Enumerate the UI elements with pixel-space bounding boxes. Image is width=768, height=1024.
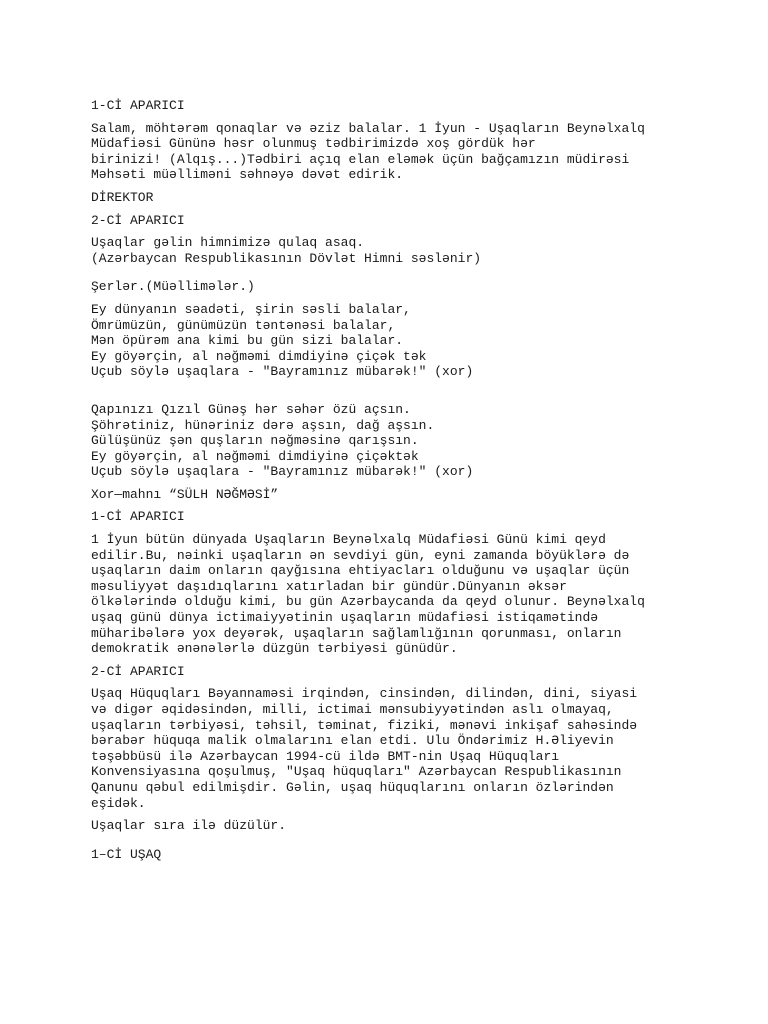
speaker-heading: 2-Cİ APARICI xyxy=(91,212,185,228)
speaker-heading: 1–Cİ UŞAQ xyxy=(91,846,162,862)
speaker-heading: 1-Cİ APARICI xyxy=(91,98,185,113)
document-body xyxy=(91,98,711,869)
section-note: Şerlər.(Müəllimələr.) xyxy=(91,279,255,295)
section-note: Xor—mahnı “SÜLH NƏĞMƏSİ” xyxy=(91,486,279,502)
paragraph: 1 İyun bütün dünyada Uşaqların Beynəlxalq Müdafiəsi Günü kimi qeyd edilir.Bu, nəinki uşaqların ən sevdiyi gün, eyni zamanda böyüklərə də uşaqların daim onların qayğısına ehtiyacları olduğunu və uşaqlar üçün məsuliyyət daşıdıqlarını xatırladan bir gündür.Dünyanın əksər ölkələrində olduğu kimi, bu gün Azərbaycanda da qeyd olunur. Beynəlxalq uşaq günü dünya ictimaiyyətinin uşaqların müdafiəsi istiqamətində müharibələrə yox deyərək, uşaqların sağlamlığının qorunması, onların demokratik ənənələrlə düzgün tərbiyəsi günüdür. xyxy=(91,532,645,657)
speaker-heading: 2-Cİ APARICI xyxy=(91,663,185,679)
poem-stanza: Ey dünyanın səadəti, şirin səsli balalar, Ömrümüzün, günümüzün təntənəsi balalar, Mən öpürəm ana kimi bu gün sizi balalar. Ey göyərçin, al nəğməmi dimdiyinə çiçək tək Uçub söylə uşaqlara - "Bayramınız mübarək!" (xor) xyxy=(91,301,474,380)
paragraph: Uşaq Hüquqları Bəyannaməsi irqindən, cinsindən, dilindən, dini, siyasi və digər əqidəsindən, milli, ictimai mənsubiyyətindən aslı olmayaq, uşaqların tərbiyəsi, təhsil, təminat, fiziki, mənəvi inkişaf sahəsində bərabər hüquqa malik olmalarını elan etdi. Ulu Öndərimiz H.Əliyevin təşəbbüsü ilə Azərbaycan 1994-cü ildə BMT-nin Uşaq Hüquqları Konvensiyasına qoşulmuş, "Uşaq hüquqları" Azərbaycan Respublikasının Qanunu qəbul edilmişdir. Gəlin, uşaq hüquqlarını onların özlərindən eşidək. xyxy=(91,686,638,811)
speaker-heading: 1-Cİ APARICI xyxy=(91,509,185,525)
paragraph: Uşaqlar gəlin himnimizə qulaq asaq. (Azərbaycan Respublikasının Dövlət Himni səslənir) xyxy=(91,235,482,266)
speaker-heading: DİREKTOR xyxy=(91,189,154,205)
paragraph: Salam, möhtərəm qonaqlar və əziz balalar. 1 İyun - Uşaqların Beynəlxalq Müdafiəsi Gününə həsr olunmuş tədbirimizdə xoş gördük hər birinizi! (Alqış...)Tədbiri açıq elan eləmək üçün bağçamızın müdirəsi Məhsəti müəllimәni səhnəyə dəvət edirik. xyxy=(91,120,645,183)
section-note: Uşaqlar sıra ilə düzülür. xyxy=(91,818,287,834)
poem-stanza: Qapınızı Qızıl Günəş hər səhər özü açsın. Şöhrətiniz, hünəriniz dərə aşsın, dağ aşsın. Gülüşünüz şən quşların nəğməsinə qarışsın. Ey göyərçin, al nəğməmi dimdiyinə çiçəktək Uçub söylə uşaqlara - "Bayramınız mübarək!" (xor) xyxy=(91,401,474,480)
